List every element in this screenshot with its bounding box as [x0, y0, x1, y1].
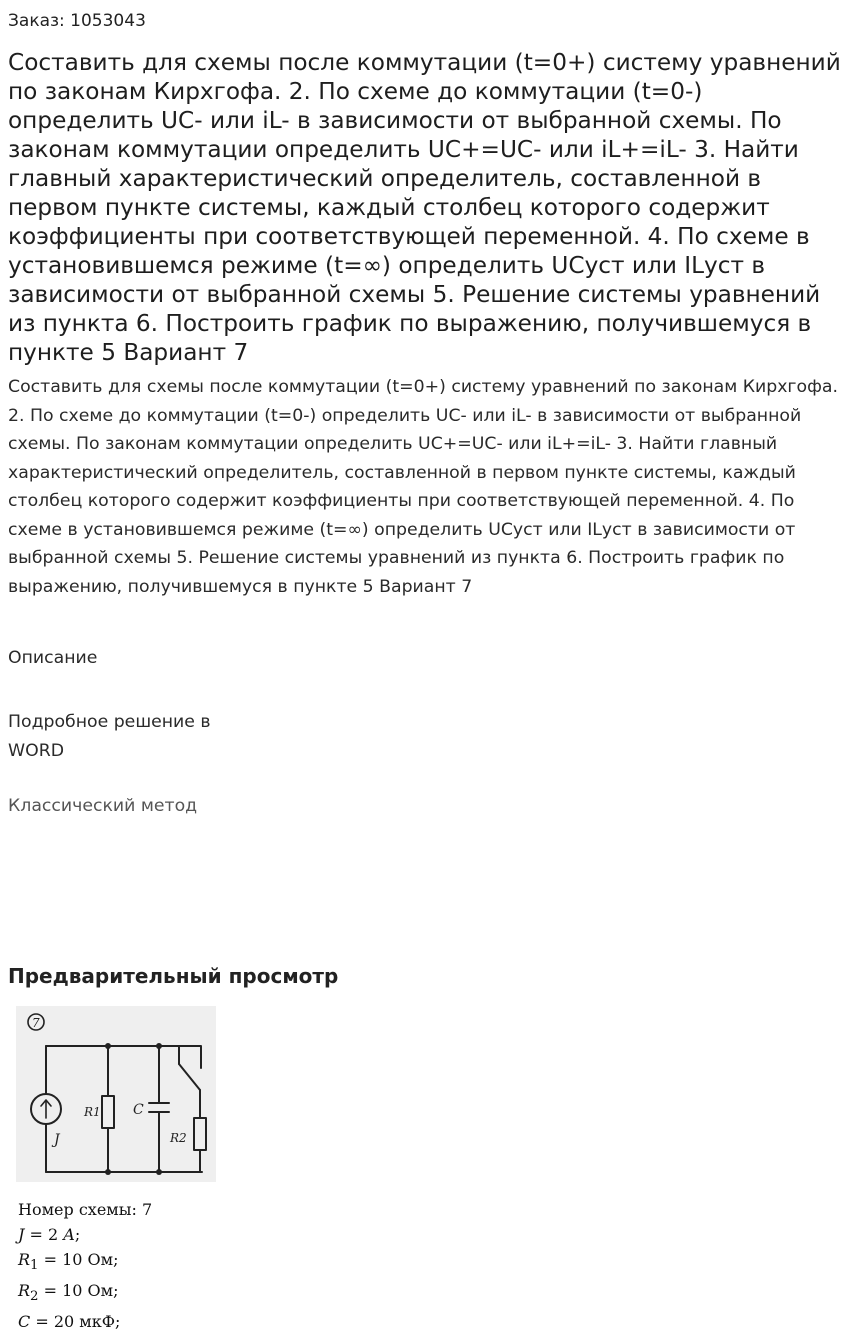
param-r2-value: = 10 Ом; — [38, 1281, 119, 1301]
r1-label: R1 — [84, 1105, 101, 1119]
param-r2-sub: 2 — [30, 1289, 39, 1305]
description-label: Описание — [8, 648, 98, 668]
circuit-schematic — [16, 1006, 216, 1182]
source-label: J — [54, 1132, 60, 1148]
task-title: Составить для схемы после коммутации (t=0+) систему уравнений по законам Кирхгофа. 2. По схеме до коммутации (t=0-) определить UC- или iL- в зависимости от выбранной схемы. По законам коммутации определить UC+=UC- или iL+=iL- 3. Найти главный характеристический определитель, составленной в первом пункте системы, каждый столбец которого содержит коэффициенты при соответствующей переменной. 4. По схеме в установившемся режиме (t=∞) определить UCуст или ILуст в зависимости от выбранной схемы 5. Решение системы уравнений из пункта 6. Построить график по выражению, получившемуся в пункте 5 Вариант 7 — [8, 49, 841, 366]
scheme-number-label: 7 — [32, 1016, 40, 1030]
top-wire — [46, 1046, 201, 1058]
node-bottom-c — [156, 1169, 162, 1175]
param-scheme-number: Номер схемы: 7 — [18, 1200, 153, 1219]
param-j-end: ; — [74, 1225, 81, 1244]
current-source-arrow — [41, 1100, 51, 1118]
task-body: Составить для схемы после коммутации (t=0+) систему уравнений по законам Кирхгофа. 2. По схеме до коммутации (t=0-) определить UC- или iL- в зависимости от выбранной схемы. По законам коммутации определить UC+=UC- или iL+=iL- 3. Найти главный характеристический определитель, составленной в первом пункте системы, каждый столбец которого содержит коэффициенты при соответствующей переменной. 4. По схеме в установившемся режиме (t=∞) определить UCуст или ILуст в зависимости от выбранной схемы 5. Решение системы уравнений из пункта 6. Построить график по выражению, получившемуся в пункте 5 Вариант 7 — [8, 377, 838, 597]
param-c-value: = 20 мкФ; — [30, 1312, 121, 1332]
param-j-name: J — [18, 1225, 25, 1244]
node-top-c — [156, 1043, 162, 1049]
method-label: Классический метод — [8, 796, 198, 816]
c-label: C — [133, 1102, 144, 1118]
resistor-r2 — [194, 1118, 206, 1150]
param-r1-value: = 10 Ом; — [38, 1250, 119, 1269]
description-detail: Подробное решение в WORD — [8, 712, 211, 761]
param-j-value: = 2 — [24, 1225, 64, 1244]
param-r1-base: R — [18, 1250, 31, 1269]
param-r2 — [18, 1278, 152, 1309]
circuit-diagram — [16, 1006, 216, 1182]
node-bottom-r1 — [105, 1169, 111, 1175]
param-r1-sub: 1 — [30, 1258, 39, 1274]
param-r2-base: R — [18, 1281, 31, 1301]
node-top-r1 — [105, 1043, 111, 1049]
param-c — [18, 1309, 152, 1334]
parameter-list — [18, 1197, 152, 1334]
resistor-r1 — [102, 1096, 114, 1128]
param-r1 — [18, 1247, 152, 1278]
order-number: Заказ: 1053043 — [8, 11, 146, 31]
param-c-name: C — [18, 1312, 31, 1332]
capacitor-plates — [149, 1103, 169, 1112]
param-j — [18, 1222, 152, 1247]
preview-heading: Предварительный просмотр — [8, 964, 339, 988]
switch-blade — [179, 1064, 200, 1090]
r2-label: R2 — [170, 1131, 187, 1145]
param-j-unit: A — [63, 1225, 75, 1244]
